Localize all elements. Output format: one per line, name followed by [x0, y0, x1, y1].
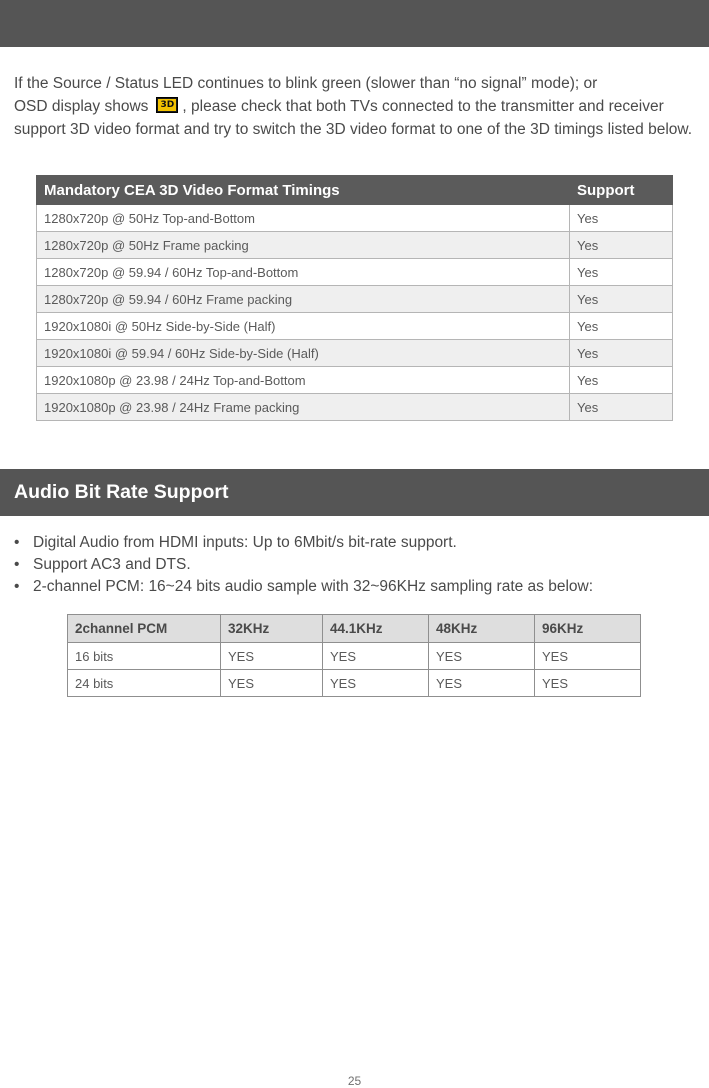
- top-header-bar: [0, 0, 709, 47]
- value-cell: YES: [221, 643, 323, 670]
- table-row: [68, 643, 641, 670]
- table-row: [37, 340, 673, 367]
- bullet-icon: •: [14, 534, 20, 551]
- column-header-48khz: 48KHz: [429, 615, 535, 643]
- support-cell: Yes: [570, 205, 673, 232]
- table-header-row: [37, 176, 673, 205]
- support-cell: Yes: [570, 394, 673, 421]
- bullet-text: Digital Audio from HDMI inputs: Up to 6Mbit/s bit-rate support.: [33, 534, 457, 551]
- table-row: [37, 205, 673, 232]
- bullet-icon: •: [14, 578, 20, 595]
- table-row: [37, 394, 673, 421]
- timing-cell: 1920x1080p @ 23.98 / 24Hz Frame packing: [37, 394, 570, 421]
- timing-cell: 1920x1080i @ 50Hz Side-by-Side (Half): [37, 313, 570, 340]
- bullet-text: 2-channel PCM: 16~24 bits audio sample with 32~96KHz sampling rate as below:: [33, 578, 594, 595]
- list-item: [14, 532, 593, 554]
- value-cell: YES: [221, 670, 323, 697]
- intro-line-2-pre: OSD display shows: [14, 98, 149, 115]
- value-cell: YES: [429, 643, 535, 670]
- value-cell: YES: [429, 670, 535, 697]
- timing-cell: 1920x1080i @ 59.94 / 60Hz Side-by-Side (Half): [37, 340, 570, 367]
- timing-cell: 1280x720p @ 50Hz Top-and-Bottom: [37, 205, 570, 232]
- support-cell: Yes: [570, 313, 673, 340]
- value-cell: YES: [535, 670, 641, 697]
- support-cell: Yes: [570, 367, 673, 394]
- column-header-96khz: 96KHz: [535, 615, 641, 643]
- column-header-support: Support: [570, 176, 673, 205]
- table-row: [68, 670, 641, 697]
- bits-cell: 24 bits: [68, 670, 221, 697]
- osd-3d-icon: [156, 97, 178, 113]
- pcm-sampling-table: [67, 614, 641, 697]
- support-cell: Yes: [570, 232, 673, 259]
- timing-cell: 1280x720p @ 59.94 / 60Hz Frame packing: [37, 286, 570, 313]
- value-cell: YES: [535, 643, 641, 670]
- cea-3d-timings-table: [36, 175, 673, 421]
- audio-bullet-list: [14, 532, 593, 598]
- support-cell: Yes: [570, 286, 673, 313]
- table-row: [37, 367, 673, 394]
- timing-cell: 1920x1080p @ 23.98 / 24Hz Top-and-Bottom: [37, 367, 570, 394]
- column-header-pcm: 2channel PCM: [68, 615, 221, 643]
- support-cell: Yes: [570, 259, 673, 286]
- timing-cell: 1280x720p @ 59.94 / 60Hz Top-and-Bottom: [37, 259, 570, 286]
- column-header-timings: Mandatory CEA 3D Video Format Timings: [37, 176, 570, 205]
- page-number: 25: [347, 1074, 362, 1088]
- intro-line-1: If the Source / Status LED continues to blink green (slower than “no signal” mode); or: [14, 75, 598, 92]
- intro-paragraph: [14, 72, 699, 141]
- column-header-32khz: 32KHz: [221, 615, 323, 643]
- bits-cell: 16 bits: [68, 643, 221, 670]
- list-item: [14, 554, 593, 576]
- support-cell: Yes: [570, 340, 673, 367]
- value-cell: YES: [323, 643, 429, 670]
- intro-line-2-post: , please check that both TVs connected to the transmitter and receiver support 3D video format and try to switch the 3D video format to one of the 3D timings listed below.: [14, 98, 693, 138]
- timing-cell: 1280x720p @ 50Hz Frame packing: [37, 232, 570, 259]
- list-item: [14, 576, 593, 598]
- table-header-row: [68, 615, 641, 643]
- table-row: [37, 286, 673, 313]
- table-row: [37, 232, 673, 259]
- column-header-44khz: 44.1KHz: [323, 615, 429, 643]
- table-row: [37, 259, 673, 286]
- value-cell: YES: [323, 670, 429, 697]
- bullet-text: Support AC3 and DTS.: [33, 556, 191, 573]
- osd-3d-icon-label: 3D: [158, 99, 176, 111]
- table-row: [37, 313, 673, 340]
- audio-section-title: Audio Bit Rate Support: [0, 469, 709, 516]
- bullet-icon: •: [14, 556, 20, 573]
